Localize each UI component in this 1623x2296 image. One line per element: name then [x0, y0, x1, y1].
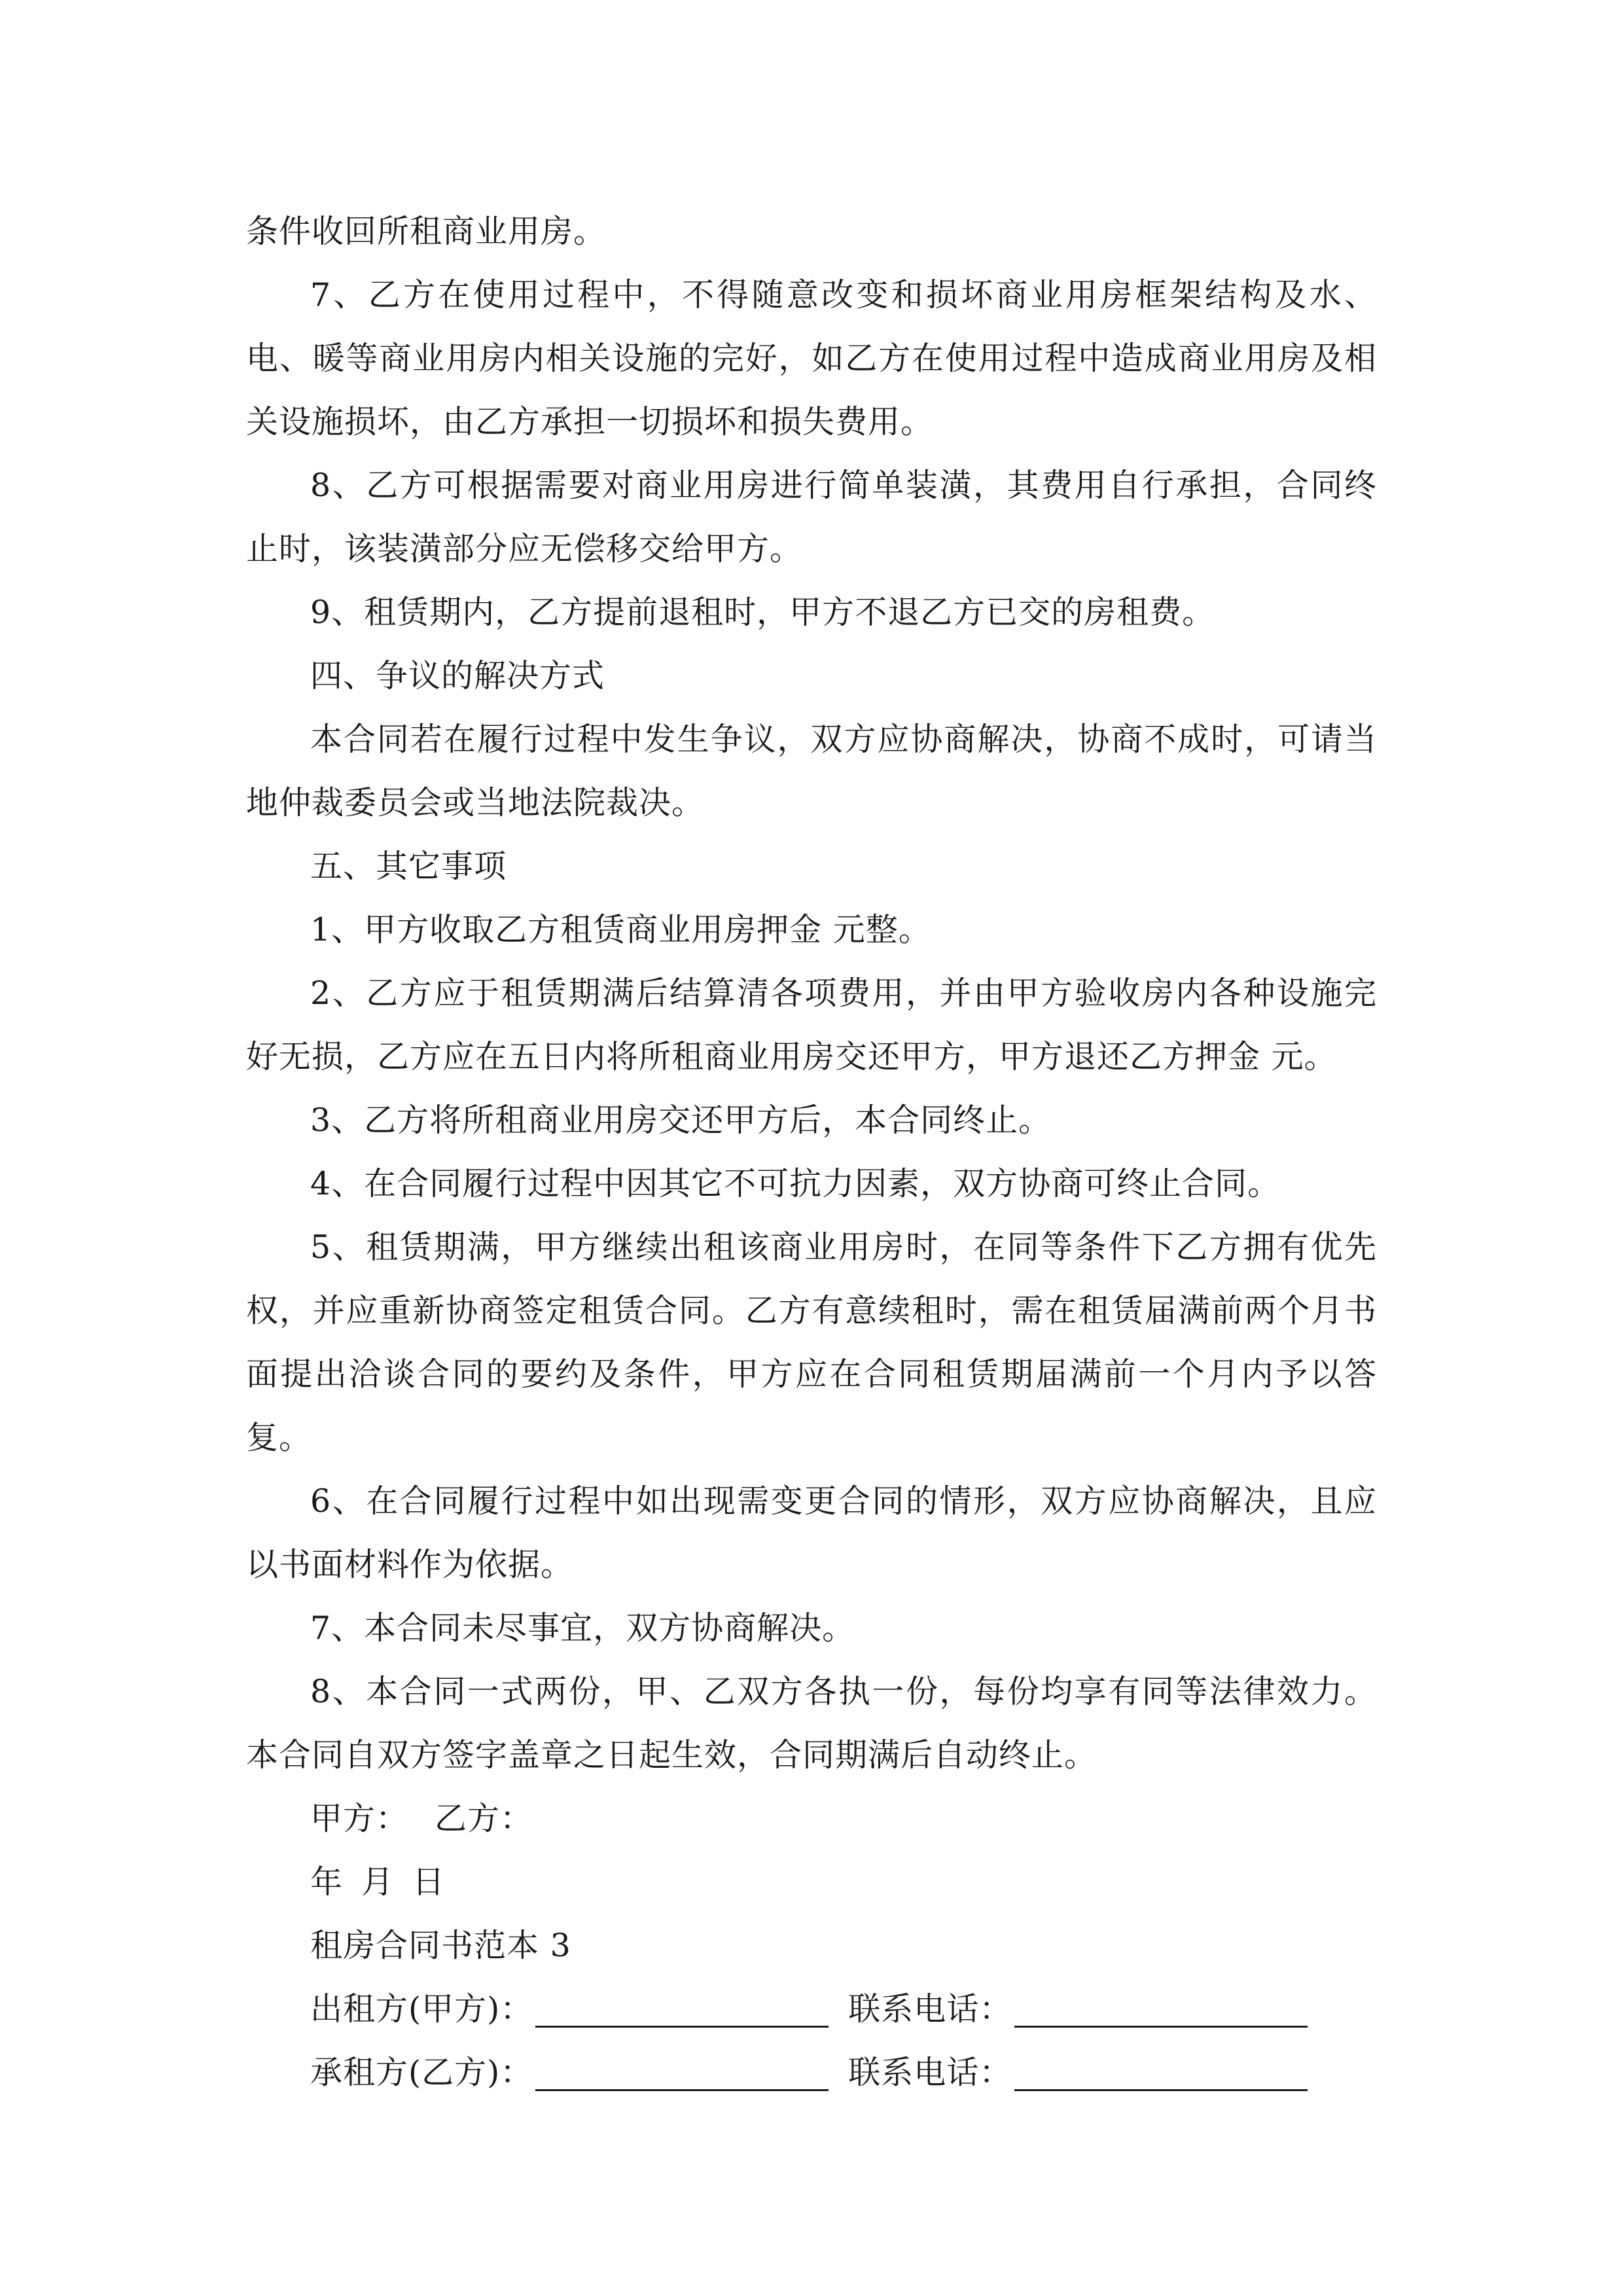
clause-5-6: 6、在合同履行过程中如出现需变更合同的情形，双方应协商解决，且应以书面材料作为依据。: [246, 1482, 1377, 1583]
section-heading-4: 四、争议的解决方式: [310, 657, 605, 694]
lessor-label: 出租方(甲方)：: [310, 1990, 533, 2028]
document-body: [246, 200, 1377, 2104]
section-heading-5: 五、其它事项: [310, 848, 507, 885]
lessor-phone-blank: [1014, 1997, 1308, 2028]
paragraph-continuation: 条件收回所租商业用房。: [246, 213, 607, 250]
lessor-phone-label: 联系电话：: [848, 1990, 1012, 2028]
lessee-label: 承租方(乙方)：: [310, 2054, 533, 2091]
lessor-row: [246, 1977, 1377, 2041]
clause-3-7: 7、乙方在使用过程中，不得随意改变和损坏商业用房框架结构及水、电、暖等商业用房内相关设施的完好，如乙方在使用过程中造成商业用房及相关设施损坏，由乙方承担一切损坏和损失费用。: [246, 276, 1377, 440]
date-line: [246, 1850, 1377, 1914]
party-b-label: 乙方：: [435, 1800, 533, 1837]
date-year: 年: [310, 1863, 344, 1901]
lessor-name-blank: [535, 1997, 829, 2028]
clause-5-5: 5、租赁期满，甲方继续出租该商业用房时，在同等条件下乙方拥有优先权，并应重新协商签定租赁合同。乙方有意续租时，需在租赁届满前两个月书面提出洽谈合同的要约及条件，甲方应在合同租赁期届满前一个月内予以答复。: [246, 1229, 1377, 1456]
lessee-phone-label: 联系电话：: [848, 2054, 1012, 2091]
lessee-name-blank: [535, 2060, 829, 2091]
clause-5-4: 4、在合同履行过程中因其它不可抗力因素，双方协商可终止合同。: [310, 1165, 1281, 1202]
sample-title: 租房合同书范本 3: [310, 1927, 571, 1964]
clause-5-1: 1、甲方收取乙方租赁商业用房押金 元整。: [310, 911, 931, 948]
clause-3-8: 8、乙方可根据需要对商业用房进行简单装潢，其费用自行承担，合同终止时，该装潢部分应无偿移交给甲方。: [246, 467, 1377, 567]
date-month: 月: [361, 1863, 395, 1901]
clause-5-3: 3、乙方将所租商业用房交还甲方后，本合同终止。: [310, 1102, 1052, 1139]
clause-5-2: 2、乙方应于租赁期满后结算清各项费用，并由甲方验收房内各种设施完好无损，乙方应在五日内将所租商业用房交还甲方，甲方退还乙方押金 元。: [246, 975, 1377, 1075]
signature-line: [246, 1787, 1377, 1850]
party-a-label: 甲方：: [310, 1800, 409, 1837]
lessee-row: [246, 2041, 1377, 2104]
lessee-phone-blank: [1014, 2060, 1308, 2091]
dispute-paragraph: 本合同若在履行过程中发生争议，双方应协商解决，协商不成时，可请当地仲裁委员会或当地法院裁决。: [246, 721, 1377, 821]
clause-5-7: 7、本合同未尽事宜，双方协商解决。: [310, 1609, 855, 1647]
clause-5-8: 8、本合同一式两份，甲、乙双方各执一份，每份均享有同等法律效力。本合同自双方签字盖章之日起生效，合同期满后自动终止。: [246, 1673, 1377, 1774]
clause-3-9: 9、租赁期内，乙方提前退租时，甲方不退乙方已交的房租费。: [310, 594, 1215, 631]
date-day: 日: [412, 1863, 446, 1901]
